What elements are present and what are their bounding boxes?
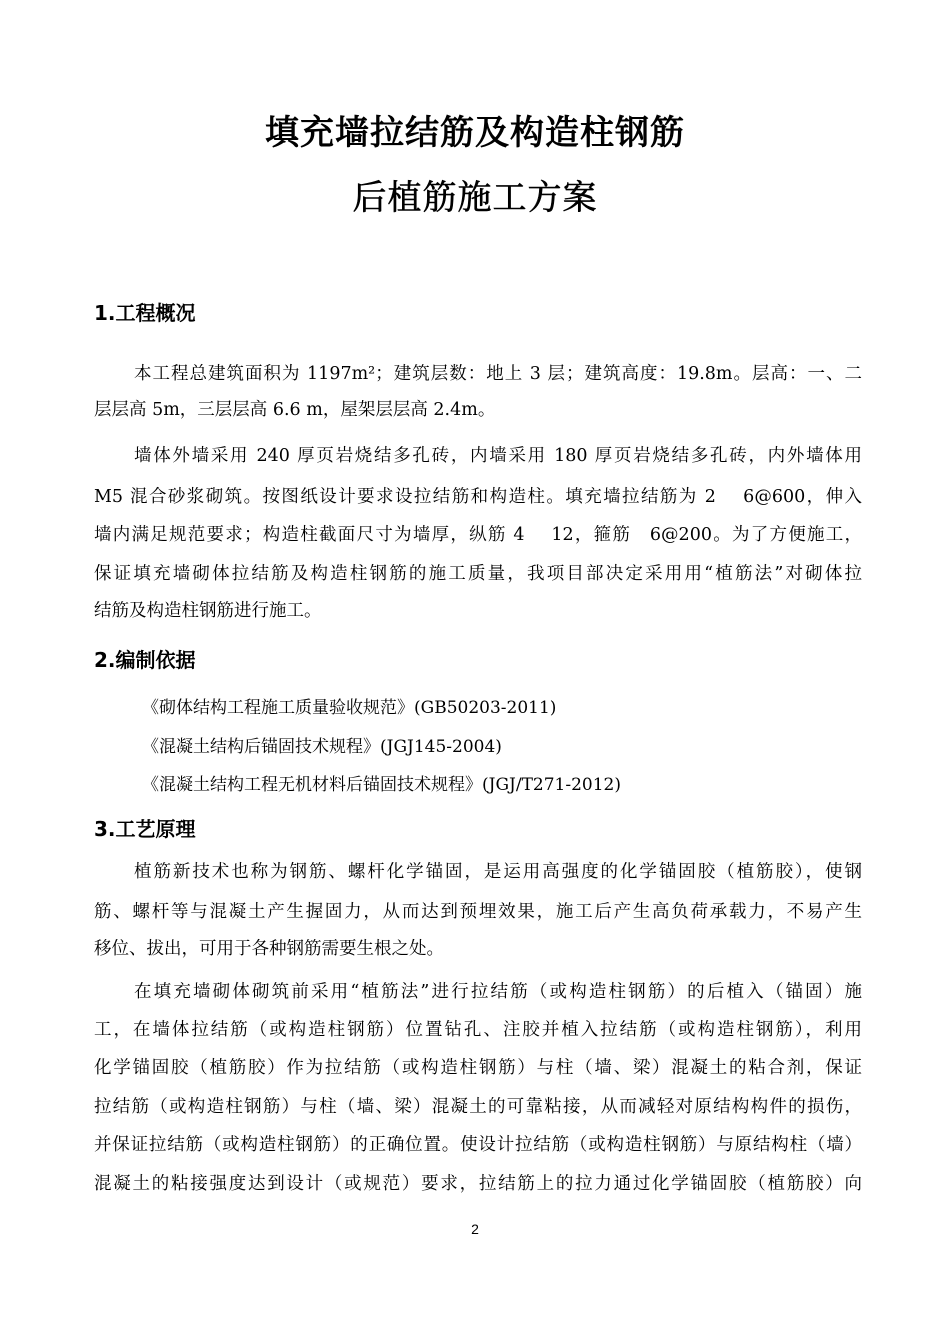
paragraph-line: M5 混合砂浆砌筑。按图纸设计要求设拉结筋和构造柱。填充墙拉结筋为 2 6@600，伸入 [94,487,862,507]
section-heading-basis: 2.编制依据 [94,648,196,672]
document-title-line-2: 后植筋施工方案 [352,178,598,218]
paragraph-line: 混凝土的粘接强度达到设计（或规范）要求，拉结筋上的拉力通过化学锚固胶（植筋胶）向 [94,1174,862,1194]
reference-item: 《砌体结构工程施工质量验收规范》(GB50203-2011) [142,698,557,718]
paragraph-line: 墙体外墙采用 240 厚页岩烧结多孔砖，内墙采用 180 厚页岩烧结多孔砖，内外墙体用 [134,446,862,466]
reference-item: 《混凝土结构后锚固技术规程》(JGJ145-2004) [142,737,502,757]
paragraph-line: 保证填充墙砌体拉结筋及构造柱钢筋的施工质量，我项目部决定采用用“植筋法”对砌体拉 [94,564,862,584]
document-title-line-1: 填充墙拉结筋及构造柱钢筋 [265,113,685,153]
paragraph-line: 墙内满足规范要求；构造柱截面尺寸为墙厚，纵筋 4 12，箍筋 6@200。为了方便施工， [94,525,862,545]
paragraph-line: 结筋及构造柱钢筋进行施工。 [94,601,322,621]
paragraph-line: 在填充墙砌体砌筑前采用“植筋法”进行拉结筋（或构造柱钢筋）的后植入（锚固）施 [134,982,862,1002]
section-heading-principle: 3.工艺原理 [94,817,196,841]
section-heading-overview: 1.工程概况 [94,301,196,325]
paragraph-line: 植筋新技术也称为钢筋、螺杆化学锚固，是运用高强度的化学锚固胶（植筋胶），使钢 [134,862,862,882]
paragraph-line: 层层高 5m，三层层高 6.6 m，屋架层层高 2.4m。 [94,400,496,420]
paragraph-line: 化学锚固胶（植筋胶）作为拉结筋（或构造柱钢筋）与柱（墙、梁）混凝土的粘合剂，保证 [94,1058,862,1078]
reference-item: 《混凝土结构工程无机材料后锚固技术规程》(JGJ/T271-2012) [142,775,621,795]
paragraph-line: 移位、拔出，可用于各种钢筋需要生根之处。 [94,939,444,959]
page-number: 2 [471,1221,479,1237]
paragraph-line: 筋、螺杆等与混凝土产生握固力，从而达到预埋效果，施工后产生高负荷承载力，不易产生 [94,902,862,922]
paragraph-line: 本工程总建筑面积为 1197m²；建筑层数：地上 3 层；建筑高度：19.8m。层高：一、二 [134,364,862,384]
paragraph-line: 并保证拉结筋（或构造柱钢筋）的正确位置。使设计拉结筋（或构造柱钢筋）与原结构柱（墙） [94,1135,862,1155]
paragraph-line: 工，在墙体拉结筋（或构造柱钢筋）位置钻孔、注胶并植入拉结筋（或构造柱钢筋），利用 [94,1020,862,1040]
paragraph-line: 拉结筋（或构造柱钢筋）与柱（墙、梁）混凝土的可靠粘接，从而减轻对原结构构件的损伤， [94,1097,862,1117]
